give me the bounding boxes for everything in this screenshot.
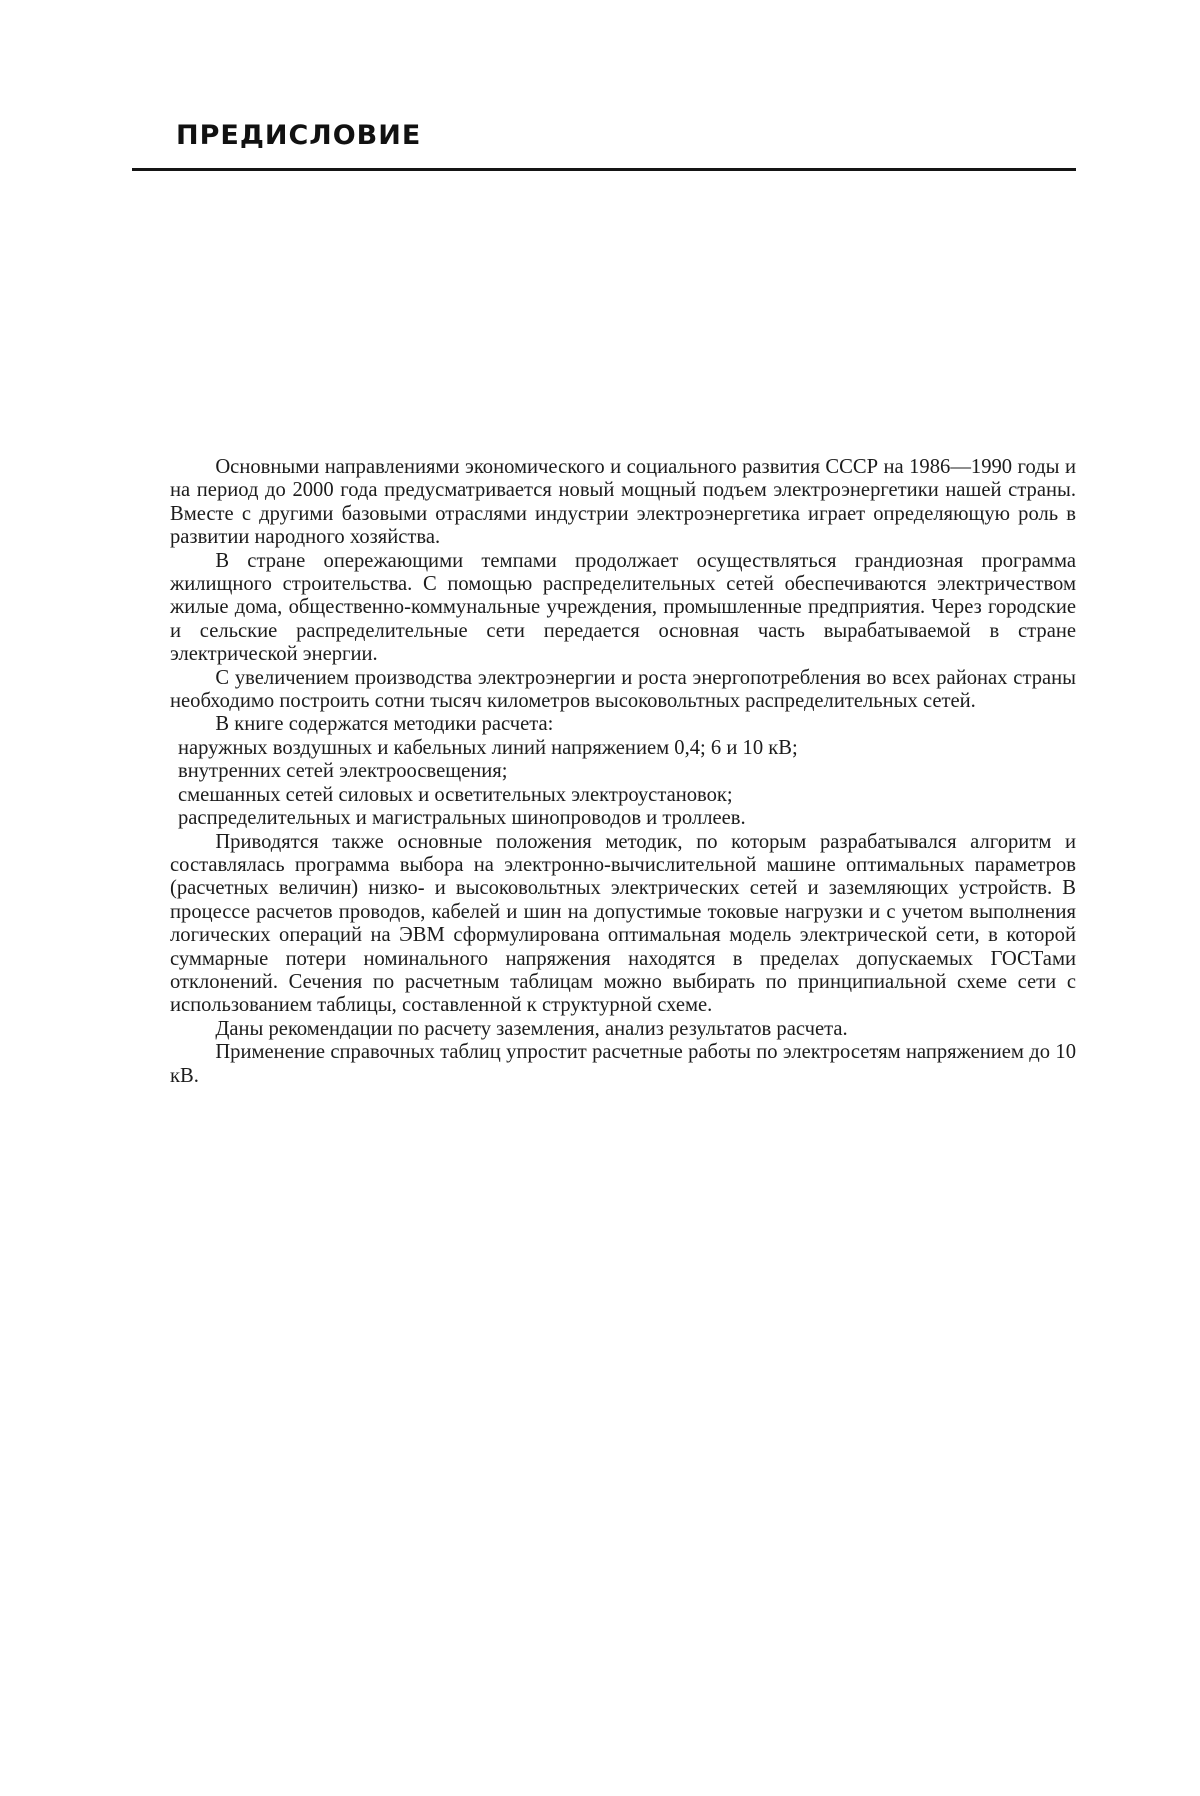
list-item: распределительных и магистральных шинопроводов и троллеев. (178, 807, 746, 830)
paragraph-5: Приводятся также основные положения методик, по которым разрабатывался алгоритм и составлялась программа выбора на электронно-вычислительной машине оптимальных параметров (расчетных величин) низко- и высоковольтных электрических сетей и заземляющих устройств. В процессе расчетов проводов, кабелей и шин на допустимые токовые нагрузки и с учетом выполнения логических операций на ЭВМ сформулирована оптимальная модель электрической сети, в которой суммарные потери номинального напряжения находятся в пределах допускаемых ГОСТами отклонений. Сечения по расчетным таблицам можно выбирать по принципиальной схеме сети с использованием таблицы, составленной к структурной схеме. (170, 830, 1076, 1017)
list-item: наружных воздушных и кабельных линий напряжением 0,4; 6 и 10 кВ; (178, 736, 798, 759)
list-item: внутренних сетей электроосвещения; (178, 760, 508, 783)
page-title: ПРЕДИСЛОВИЕ (176, 120, 422, 151)
paragraph-7: Применение справочных таблиц упростит расчетные работы по электросетям напряжением до 10 кВ. (170, 1041, 1076, 1087)
methods-list (170, 737, 1076, 831)
paragraph-4: В книге содержатся методики расчета: (215, 713, 554, 736)
paragraph-2: В стране опережающими темпами продолжает осуществляться грандиозная программа жилищного строительства. С помощью распределительных сетей обеспечиваются электричеством жилые дома, общественно-коммунальные учреждения, промышленные предприятия. Через городские и сельские распределительные сети передается основная часть вырабатываемой в стране электрической энергии. (170, 549, 1076, 666)
paragraph-3: С увеличением производства электроэнергии и роста энергопотребления во всех районах страны необходимо построить сотни тысяч километров высоковольтных распределительных сетей. (170, 666, 1076, 713)
list-item: смешанных сетей силовых и осветительных электроустановок; (178, 783, 733, 806)
heading-rule (132, 168, 1076, 171)
preface-body (170, 456, 1076, 1088)
paragraph-6: Даны рекомендации по расчету заземления, анализ результатов расчета. (215, 1017, 848, 1040)
paragraph-1: Основными направлениями экономического и социального развития СССР на 1986—1990 годы и на период до 2000 года предусматривается новый мощный подъем электроэнергетики нашей страны. Вместе с другими базовыми отраслями индустрии электроэнергетика играет определяющую роль в развитии народного хозяйства. (170, 456, 1076, 549)
